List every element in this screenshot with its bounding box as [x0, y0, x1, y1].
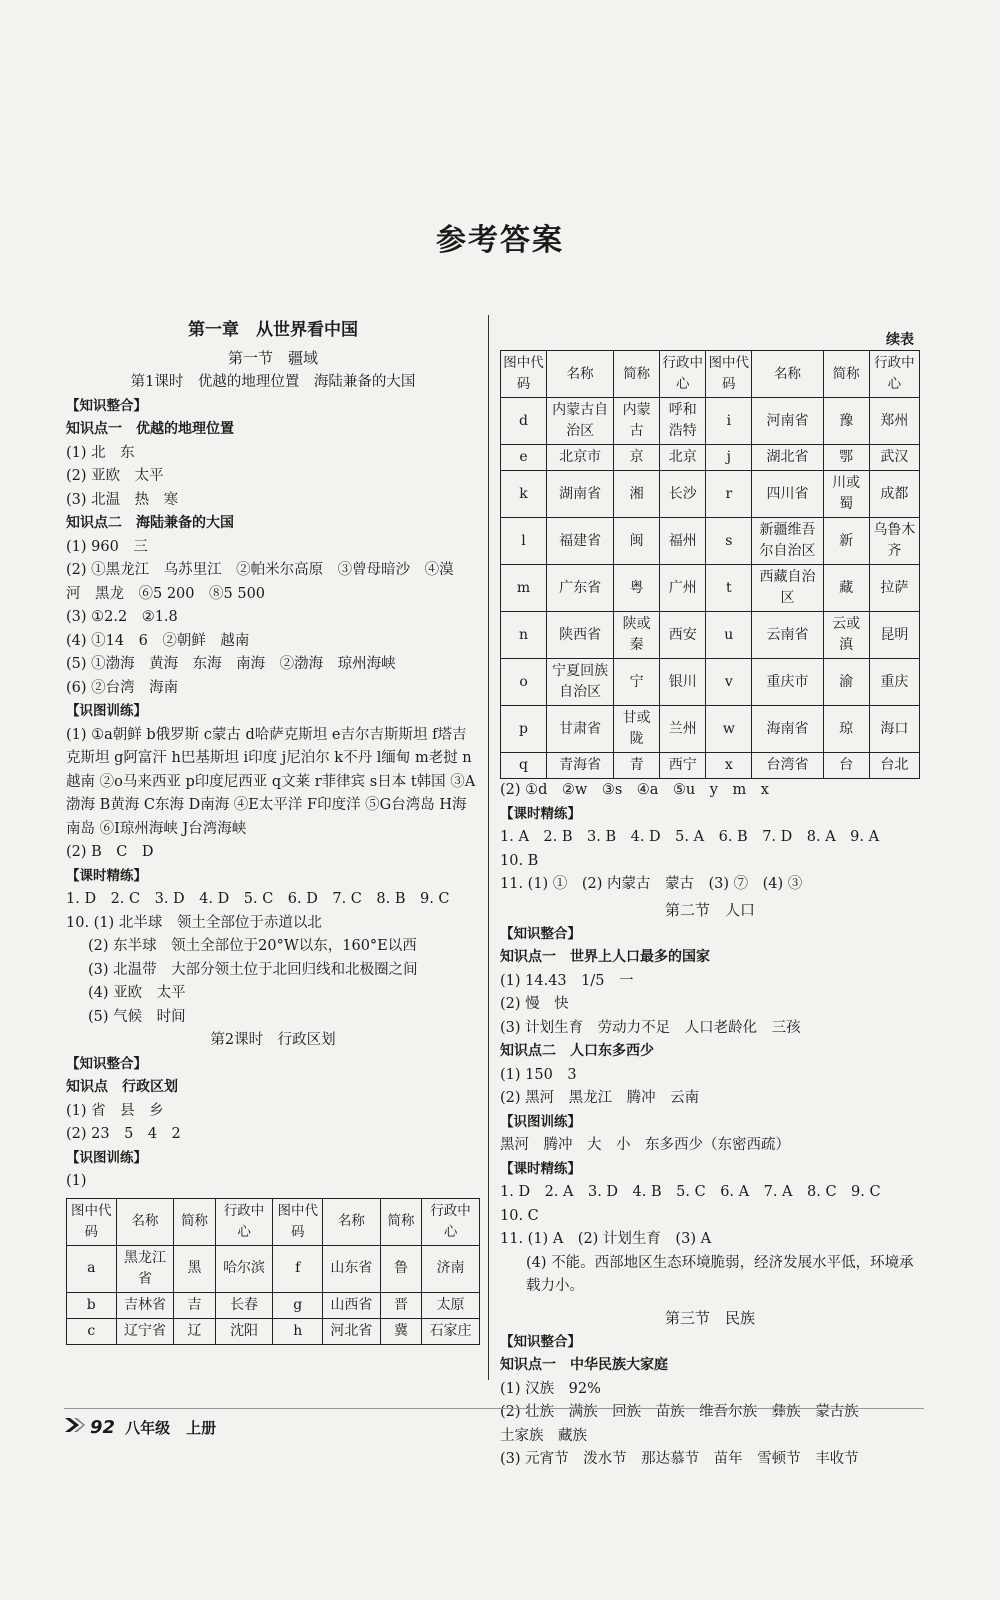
table-cell: 福州 [660, 518, 706, 565]
table-cell: 新疆维吾尔自治区 [752, 518, 823, 565]
table-cell: 藏 [823, 565, 869, 612]
table-cell: p [501, 706, 547, 753]
answer-line: (1) 150 3 [500, 1066, 577, 1083]
volume-label: 上册 [186, 1419, 217, 1437]
table-cell: 湘 [614, 471, 660, 518]
page-footer [64, 1414, 216, 1442]
table-cell: 黑 [174, 1245, 215, 1292]
answer-line: (3) 北温带 大部分领土位于北回归线和北极圈之间 [88, 961, 418, 978]
table-cell: 北京 [660, 445, 706, 471]
knowledge-point-heading: 知识点二 人口东多西少 [500, 1043, 654, 1059]
table-cell: 四川省 [752, 471, 823, 518]
table-cell: 甘或陇 [614, 706, 660, 753]
table-cell: 京 [614, 445, 660, 471]
arrow-logo-icon [64, 1415, 86, 1443]
table-cell: 川或蜀 [823, 471, 869, 518]
answer-line: 1. A 2. B 3. B 4. D 5. A 6. B 7. D 8. A 9. A [500, 829, 880, 845]
table-cell: 西宁 [660, 753, 706, 779]
table-cell: 鲁 [380, 1245, 421, 1292]
table-cell: 甘肃省 [547, 706, 614, 753]
table-cell: v [706, 659, 752, 706]
practice-tag: 【课时精练】 [66, 867, 147, 884]
answer-line: 1. D 2. C 3. D 4. D 5. C 6. D 7. C 8. B 9. C [66, 891, 450, 907]
table-header: 名称 [116, 1198, 174, 1245]
answer-line: (4) 不能。西部地区生态环境脆弱，经济发展水平低，环境承载力小。 [526, 1254, 914, 1294]
answer-line: 11. (1) ① (2) 内蒙古 蒙古 (3) ⑦ (4) ③ [500, 876, 803, 892]
table-cell: k [501, 471, 547, 518]
table-cell: 银川 [660, 659, 706, 706]
table-cell: 哈尔滨 [215, 1245, 273, 1292]
table-header: 行政中心 [869, 351, 919, 398]
grade-label: 八年级 [125, 1419, 171, 1437]
table-header: 简称 [174, 1198, 215, 1245]
table-cell: 晋 [380, 1292, 421, 1318]
answer-line: (1) [66, 1173, 87, 1189]
table-header: 图中代码 [273, 1198, 323, 1245]
table-cell: 黑龙江省 [116, 1245, 174, 1292]
answer-line: (2) ①d ②w ③s ④a ⑤u y m x [500, 782, 769, 798]
answer-line: (4) ①14 6 ②朝鲜 越南 [66, 632, 250, 649]
table-header: 图中代码 [501, 351, 547, 398]
table-cell: b [67, 1292, 117, 1318]
table-cell: 石家庄 [422, 1318, 480, 1344]
answer-line: (3) 元宵节 泼水节 那达慕节 苗年 雪顿节 丰收节 [500, 1451, 859, 1467]
table-cell: 陕西省 [547, 612, 614, 659]
table-cell: x [706, 753, 752, 779]
knowledge-point-heading: 知识点 行政区划 [66, 1079, 178, 1095]
table-cell: 冀 [380, 1318, 421, 1344]
table-cell: 新 [823, 518, 869, 565]
knowledge-point-heading: 知识点一 中华民族大家庭 [500, 1357, 668, 1373]
table-cell: e [501, 445, 547, 471]
answer-line: (2) 亚欧 太平 [66, 468, 164, 484]
table-header: 名称 [547, 351, 614, 398]
answer-line: (6) ②台湾 海南 [66, 679, 179, 696]
answer-line: 10. C [500, 1207, 539, 1224]
table-cell: 台 [823, 753, 869, 779]
table-cell: 拉萨 [869, 565, 919, 612]
table-header: 名称 [752, 351, 823, 398]
table-cell: 吉 [174, 1292, 215, 1318]
lesson-heading: 第1课时 优越的地理位置 海陆兼备的大国 [130, 374, 416, 390]
answer-line: (2) ①黑龙江 乌苏里江 ②帕米尔高原 ③曾母暗沙 ④漠 [66, 562, 454, 578]
table-cell: s [706, 518, 752, 565]
table-cell: w [706, 706, 752, 753]
table-header: 简称 [823, 351, 869, 398]
table-cell: 青 [614, 753, 660, 779]
table-row [67, 1318, 480, 1344]
answer-line: 土家族 藏族 [500, 1427, 587, 1444]
table-cell: 西藏自治区 [752, 565, 823, 612]
section-heading: 第二节 人口 [664, 900, 755, 919]
lesson-heading: 第2课时 行政区划 [210, 1032, 336, 1048]
table-cell: l [501, 518, 547, 565]
answer-line: (1) 14.43 1/5 一 [500, 972, 634, 989]
table-continued-label: 续表 [886, 332, 914, 348]
table-cell: 昆明 [869, 612, 919, 659]
table-cell: 呼和浩特 [660, 398, 706, 445]
table-cell: 鄂 [823, 445, 869, 471]
table-cell: 重庆市 [752, 659, 823, 706]
answer-line: 10. (1) 北半球 领土全部位于赤道以北 [66, 914, 322, 931]
table-header-row [67, 1198, 480, 1245]
table-cell: 海口 [869, 706, 919, 753]
table-cell: n [501, 612, 547, 659]
page-title: 参考答案 [436, 223, 564, 258]
right-column [500, 330, 920, 1472]
table-cell: 内蒙古 [614, 398, 660, 445]
table-cell: 广东省 [547, 565, 614, 612]
table-cell: q [501, 753, 547, 779]
table-row [67, 1245, 480, 1292]
table-cell: 云或滇 [823, 612, 869, 659]
table-header: 简称 [380, 1198, 421, 1245]
table-header: 行政中心 [422, 1198, 480, 1245]
knowledge-tag: 【知识整合】 [500, 1333, 581, 1350]
table-cell: 兰州 [660, 706, 706, 753]
practice-tag: 【课时精练】 [500, 1160, 581, 1177]
table-row [501, 753, 920, 779]
table-cell: 陕或秦 [614, 612, 660, 659]
table-cell: 琼 [823, 706, 869, 753]
table-cell: 武汉 [869, 445, 919, 471]
table-cell: t [706, 565, 752, 612]
table-cell: 成都 [869, 471, 919, 518]
left-column [66, 315, 480, 1345]
knowledge-tag: 【知识整合】 [66, 397, 147, 414]
table-cell: 长春 [215, 1292, 273, 1318]
knowledge-point-heading: 知识点二 海陆兼备的大国 [66, 515, 234, 531]
table-cell: h [273, 1318, 323, 1344]
table-cell: 济南 [422, 1245, 480, 1292]
answer-line: 10. B [500, 852, 539, 869]
table-cell: 福建省 [547, 518, 614, 565]
table-cell: r [706, 471, 752, 518]
footer-rule [64, 1408, 924, 1409]
map-training-tag: 【识图训练】 [66, 703, 147, 719]
table-row [501, 565, 920, 612]
page-number: 92 [90, 1417, 116, 1438]
table-cell: 宁夏回族自治区 [547, 659, 614, 706]
table-cell: 广州 [660, 565, 706, 612]
column-divider [488, 315, 489, 1380]
answer-line: (2) 黑河 黑龙江 腾冲 云南 [500, 1090, 700, 1106]
table-cell: 河北省 [323, 1318, 381, 1344]
table-cell: o [501, 659, 547, 706]
table-cell: 长沙 [660, 471, 706, 518]
table-header: 行政中心 [215, 1198, 273, 1245]
table-cell: 太原 [422, 1292, 480, 1318]
chapter-heading: 第一章 从世界看中国 [188, 320, 358, 340]
table-row [501, 518, 920, 565]
map-training-tag: 【识图训练】 [500, 1113, 581, 1130]
table-row [501, 706, 920, 753]
province-table [66, 1198, 480, 1345]
table-cell: 吉林省 [116, 1292, 174, 1318]
table-header: 图中代码 [706, 351, 752, 398]
table-row [501, 398, 920, 445]
answer-line: 1. D 2. A 3. D 4. B 5. C 6. A 7. A 8. C 9. C [500, 1184, 881, 1200]
table-cell: 闽 [614, 518, 660, 565]
table-cell: 云南省 [752, 612, 823, 659]
answer-line: 黑河 腾冲 大 小 东多西少（东密西疏） [500, 1137, 790, 1153]
table-cell: 海南省 [752, 706, 823, 753]
table-cell: 山东省 [323, 1245, 381, 1292]
answer-line: 河 黑龙 ⑥5 200 ⑧5 500 [66, 585, 266, 602]
table-cell: j [706, 445, 752, 471]
table-cell: 台湾省 [752, 753, 823, 779]
answer-line: (5) 气候 时间 [88, 1008, 186, 1025]
table-row [501, 471, 920, 518]
answer-line: (1) 汉族 92% [500, 1380, 601, 1397]
table-cell: 豫 [823, 398, 869, 445]
section-heading: 第三节 民族 [664, 1308, 755, 1327]
table-row [501, 612, 920, 659]
table-header-row [501, 351, 920, 398]
knowledge-tag: 【知识整合】 [500, 925, 581, 942]
answer-line: (3) ①2.2 ②1.8 [66, 609, 178, 625]
answer-line: (4) 亚欧 太平 [88, 985, 186, 1001]
table-cell: m [501, 565, 547, 612]
answer-line: (1) 北 东 [66, 444, 135, 461]
answer-line: 11. (1) A (2) 计划生育 (3) A [500, 1231, 712, 1247]
table-cell: c [67, 1318, 117, 1344]
knowledge-point-heading: 知识点一 世界上人口最多的国家 [500, 949, 710, 965]
table-cell: 宁 [614, 659, 660, 706]
map-training-answer: (1) ①a朝鲜 b俄罗斯 c蒙古 d哈萨克斯坦 e吉尔吉斯斯坦 f塔吉克斯坦 g阿富汗 h巴基斯坦 i印度 j尼泊尔 k不丹 l缅甸 m老挝 n越南 ②o马来西亚 p印度尼西亚 q文莱 r菲律宾 s日本 t韩国 ③A渤海 B黄海 C东海 D南海 ④E太平洋 F印度洋 ⑤G台湾岛 H海南岛 ⑥I琼州海峡 J台湾海峡 [66, 726, 476, 837]
table-cell: 辽宁省 [116, 1318, 174, 1344]
answer-line: (1) 960 三 [66, 538, 148, 555]
answer-line: (2) 慢 快 [500, 996, 569, 1012]
table-row [67, 1292, 480, 1318]
table-cell: 山西省 [323, 1292, 381, 1318]
table-cell: i [706, 398, 752, 445]
table-cell: 北京市 [547, 445, 614, 471]
table-header: 简称 [614, 351, 660, 398]
table-cell: 湖南省 [547, 471, 614, 518]
table-cell: 沈阳 [215, 1318, 273, 1344]
table-header: 行政中心 [660, 351, 706, 398]
table-cell: u [706, 612, 752, 659]
answer-line: (3) 北温 热 寒 [66, 491, 179, 508]
answer-line: (5) ①渤海 黄海 东海 南海 ②渤海 琼州海峡 [66, 656, 396, 672]
table-row [501, 659, 920, 706]
answer-line: (2) 东半球 领土全部位于20°W以东，160°E以西 [88, 938, 417, 954]
table-cell: 重庆 [869, 659, 919, 706]
map-training-tag: 【识图训练】 [66, 1149, 147, 1166]
practice-tag: 【课时精练】 [500, 805, 581, 822]
table-row [501, 445, 920, 471]
section-heading: 第一节 疆域 [227, 349, 318, 367]
table-cell: 辽 [174, 1318, 215, 1344]
table-header: 名称 [323, 1198, 381, 1245]
table-cell: 渝 [823, 659, 869, 706]
answer-line: (2) 壮族 满族 回族 苗族 维吾尔族 彝族 蒙古族 [500, 1404, 859, 1420]
answer-line: (2) B C D [66, 844, 154, 860]
table-cell: 乌鲁木齐 [869, 518, 919, 565]
answer-line: (3) 计划生育 劳动力不足 人口老龄化 三孩 [500, 1019, 801, 1036]
answer-line: (1) 省 县 乡 [66, 1102, 164, 1119]
table-cell: 西安 [660, 612, 706, 659]
province-table-continued [500, 350, 920, 779]
table-header: 图中代码 [67, 1198, 117, 1245]
table-cell: 内蒙古自治区 [547, 398, 614, 445]
table-cell: a [67, 1245, 117, 1292]
table-cell: 粤 [614, 565, 660, 612]
table-cell: 河南省 [752, 398, 823, 445]
table-cell: 湖北省 [752, 445, 823, 471]
table-cell: 郑州 [869, 398, 919, 445]
knowledge-tag: 【知识整合】 [66, 1055, 147, 1072]
table-cell: d [501, 398, 547, 445]
table-cell: g [273, 1292, 323, 1318]
answer-line: (2) 23 5 4 2 [66, 1126, 181, 1142]
knowledge-point-heading: 知识点一 优越的地理位置 [66, 421, 234, 437]
table-cell: f [273, 1245, 323, 1292]
table-cell: 青海省 [547, 753, 614, 779]
table-cell: 台北 [869, 753, 919, 779]
